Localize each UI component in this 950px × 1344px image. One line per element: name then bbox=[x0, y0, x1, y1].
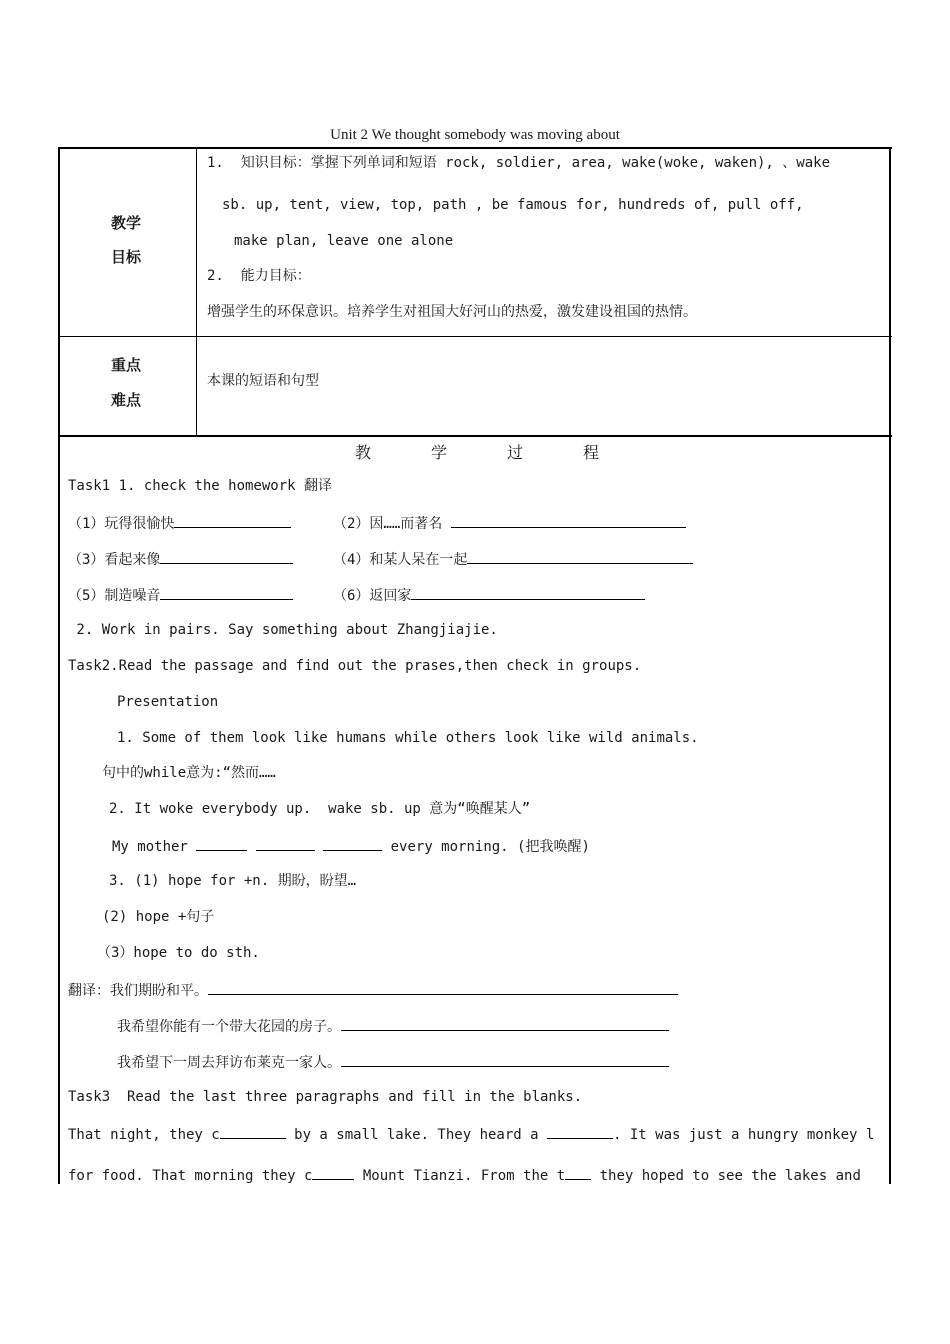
blank bbox=[547, 1124, 613, 1139]
blank bbox=[196, 836, 247, 851]
keypoints-content: 本课的短语和句型 bbox=[207, 373, 319, 389]
task3-line-1: That night, they c by a small lake. They heard a . It was just a hungry monkey l bbox=[68, 1124, 874, 1144]
task2-point-2: 2. It woke everybody up. wake sb. up 意为“唤醒某人” bbox=[109, 801, 531, 817]
page-title: Unit 2 We thought somebody was moving about bbox=[330, 127, 620, 143]
task2-point-3: 3. (1) hope for +n. 期盼，盼望… bbox=[109, 873, 357, 889]
objectives-label-1: 教学 bbox=[111, 214, 142, 232]
label-column-divider bbox=[196, 147, 197, 436]
blank bbox=[208, 980, 678, 995]
blank bbox=[256, 836, 315, 851]
blank bbox=[411, 585, 645, 600]
task1-item-6: （6）返回家 bbox=[333, 585, 645, 605]
blank bbox=[323, 836, 382, 851]
task2-point-1-note: 句中的while意为:“然而…… bbox=[102, 765, 276, 781]
table-border-left bbox=[58, 147, 60, 1184]
blank bbox=[565, 1165, 591, 1180]
task2-point-1: 1. Some of them look like humans while others look like wild animals. bbox=[117, 730, 699, 746]
blank bbox=[160, 549, 293, 564]
task2-point-3-2: (2) hope +句子 bbox=[102, 909, 215, 925]
blank bbox=[160, 585, 293, 600]
task1-item-2-pairwork: 2. Work in pairs. Say something about Zhangjiajie. bbox=[68, 622, 498, 638]
blank bbox=[341, 1016, 669, 1031]
task1-item-4: （4）和某人呆在一起 bbox=[333, 549, 693, 569]
task2-point-2-example: My mother every morning. (把我唤醒) bbox=[112, 836, 590, 856]
task2-point-3-3: （3）hope to do sth. bbox=[97, 945, 260, 961]
table-border-right bbox=[889, 147, 891, 1184]
objectives-line-5: 增强学生的环保意识。培养学生对祖国大好河山的热爱，激发建设祖国的热情。 bbox=[207, 304, 697, 320]
task2-presentation: Presentation bbox=[117, 694, 219, 710]
translation-3: 我希望下一周去拜访布莱克一家人。 bbox=[117, 1052, 669, 1072]
blank bbox=[341, 1052, 669, 1067]
task3-heading: Task3 Read the last three paragraphs and fill in the blanks. bbox=[68, 1089, 583, 1105]
row-divider-2 bbox=[58, 435, 892, 437]
blank bbox=[467, 549, 693, 564]
objectives-line-4: 2. 能力目标： bbox=[207, 268, 311, 284]
blank bbox=[312, 1165, 354, 1180]
objectives-line-1: 1. 知识目标：掌握下列单词和短语 rock, soldi​er, area, wake(woke, waken), 、wake bbox=[207, 155, 831, 171]
task1-item-3: （3）看起来像 bbox=[68, 549, 293, 569]
blank bbox=[220, 1124, 286, 1139]
blank bbox=[174, 513, 291, 528]
task1-item-2: （2）因……而著名 bbox=[333, 513, 686, 533]
objectives-label-2: 目标 bbox=[111, 248, 142, 266]
task1-item-5: （5）制造噪音 bbox=[68, 585, 293, 605]
task1-heading: Task1 1. check the homework 翻译 bbox=[68, 478, 333, 494]
translation-2: 我希望你能有一个带大花园的房子。 bbox=[117, 1016, 669, 1036]
task3-line-2: for food. That morning they c Mount Tianzi. From the t they hoped to see the lakes and bbox=[68, 1165, 861, 1185]
translation-1: 翻译：我们期盼和平。 bbox=[68, 980, 678, 1000]
blank bbox=[451, 513, 686, 528]
process-title: 教学过程 bbox=[355, 443, 660, 462]
objectives-line-3: make plan, leave one alone bbox=[234, 233, 454, 249]
task1-item-1: （1）玩得很愉快 bbox=[68, 513, 291, 533]
objectives-line-2: sb. up, tent, view, top, path , be famous for, hundreds of, pull off, bbox=[222, 197, 804, 213]
row-divider-1 bbox=[58, 336, 892, 337]
keypoints-label-2: 难点 bbox=[111, 391, 142, 409]
keypoints-label-1: 重点 bbox=[111, 356, 142, 374]
table-border-top bbox=[58, 147, 892, 149]
task2-heading: Task2.Read the passage and find out the prases,then check in groups. bbox=[68, 658, 642, 674]
